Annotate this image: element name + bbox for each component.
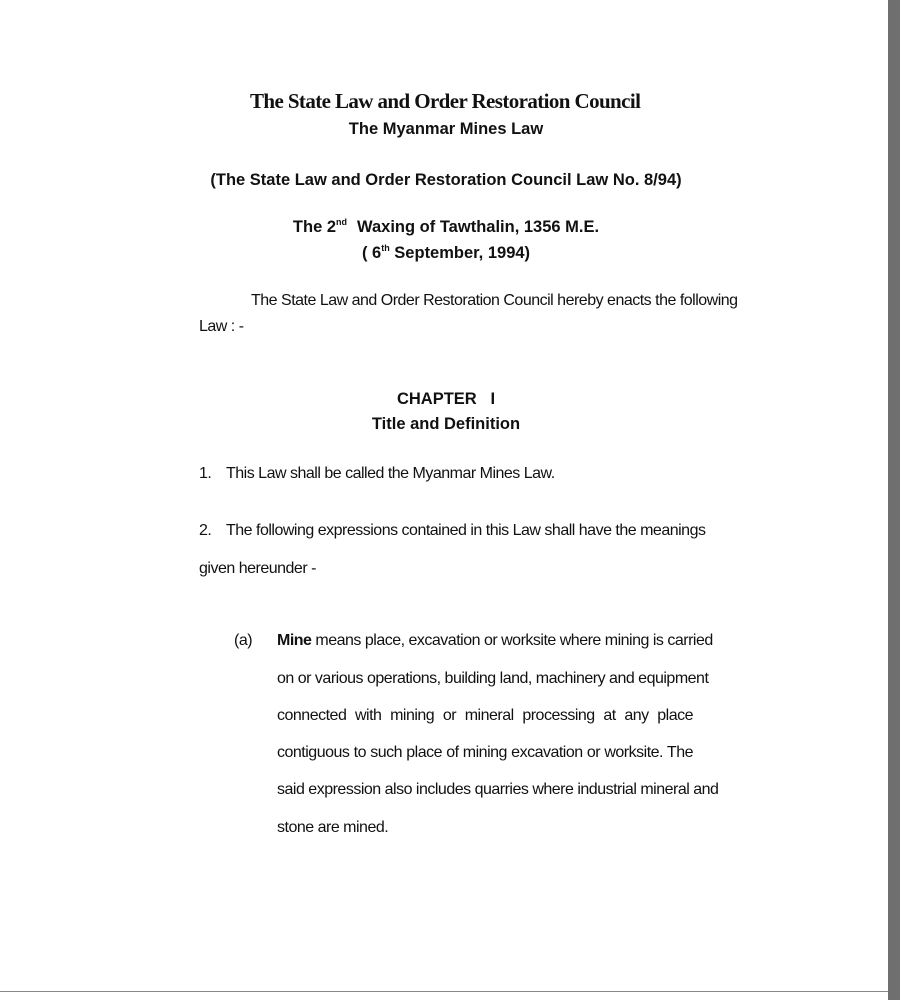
page-bottom-border — [0, 991, 888, 992]
section-2-number: 2. — [199, 522, 212, 539]
definition-term: Mine — [277, 632, 312, 649]
date-ordinal-suffix: nd — [336, 217, 348, 227]
gregorian-date-line — [0, 244, 892, 263]
definition-a-marker: (a) — [234, 632, 253, 649]
definition-text: means place, excavation or worksite where mining is carried — [311, 632, 713, 649]
section-1-number: 1. — [199, 465, 212, 482]
enactment-line-1: The State Law and Order Restoration Council hereby enacts the following — [251, 292, 738, 309]
date-rest: Waxing of Tawthalin, 1356 M.E. — [357, 218, 600, 236]
section-2-line-2: given hereunder - — [199, 560, 316, 577]
chapter-heading: CHAPTER I — [396, 390, 496, 408]
chapter-subtitle: Title and Definition — [371, 415, 521, 433]
definition-a-line-5: said expression also includes quarries where industrial mineral and — [277, 781, 719, 798]
enactment-line-2: Law : - — [199, 318, 244, 335]
definition-a-line-3: connected with mining or mineral processing at any place — [277, 707, 693, 724]
ce-rest: September, 1994) — [389, 244, 531, 262]
definition-a-line-6: stone are mined. — [277, 819, 389, 836]
law-title: The Myanmar Mines Law — [348, 120, 544, 138]
myanmar-date-line — [0, 218, 892, 237]
definition-a-line-4: contiguous to such place of mining excavation or worksite. The — [277, 744, 693, 761]
section-1-text: This Law shall be called the Myanmar Mines Law. — [226, 465, 555, 482]
date-prefix: The 2 — [292, 218, 337, 236]
definition-a-line-2: on or various operations, building land, machinery and equipment — [277, 670, 709, 687]
council-title: The State Law and Order Restoration Council — [250, 89, 641, 113]
definition-a-line-1 — [277, 632, 713, 650]
section-2-line-1: The following expressions contained in this Law shall have the meanings — [226, 522, 706, 539]
law-number: (The State Law and Order Restoration Council Law No. 8/94) — [210, 171, 682, 189]
ce-ordinal-suffix: th — [381, 243, 390, 253]
vertical-scrollbar[interactable] — [888, 0, 900, 1000]
ce-prefix: ( 6 — [361, 244, 382, 262]
